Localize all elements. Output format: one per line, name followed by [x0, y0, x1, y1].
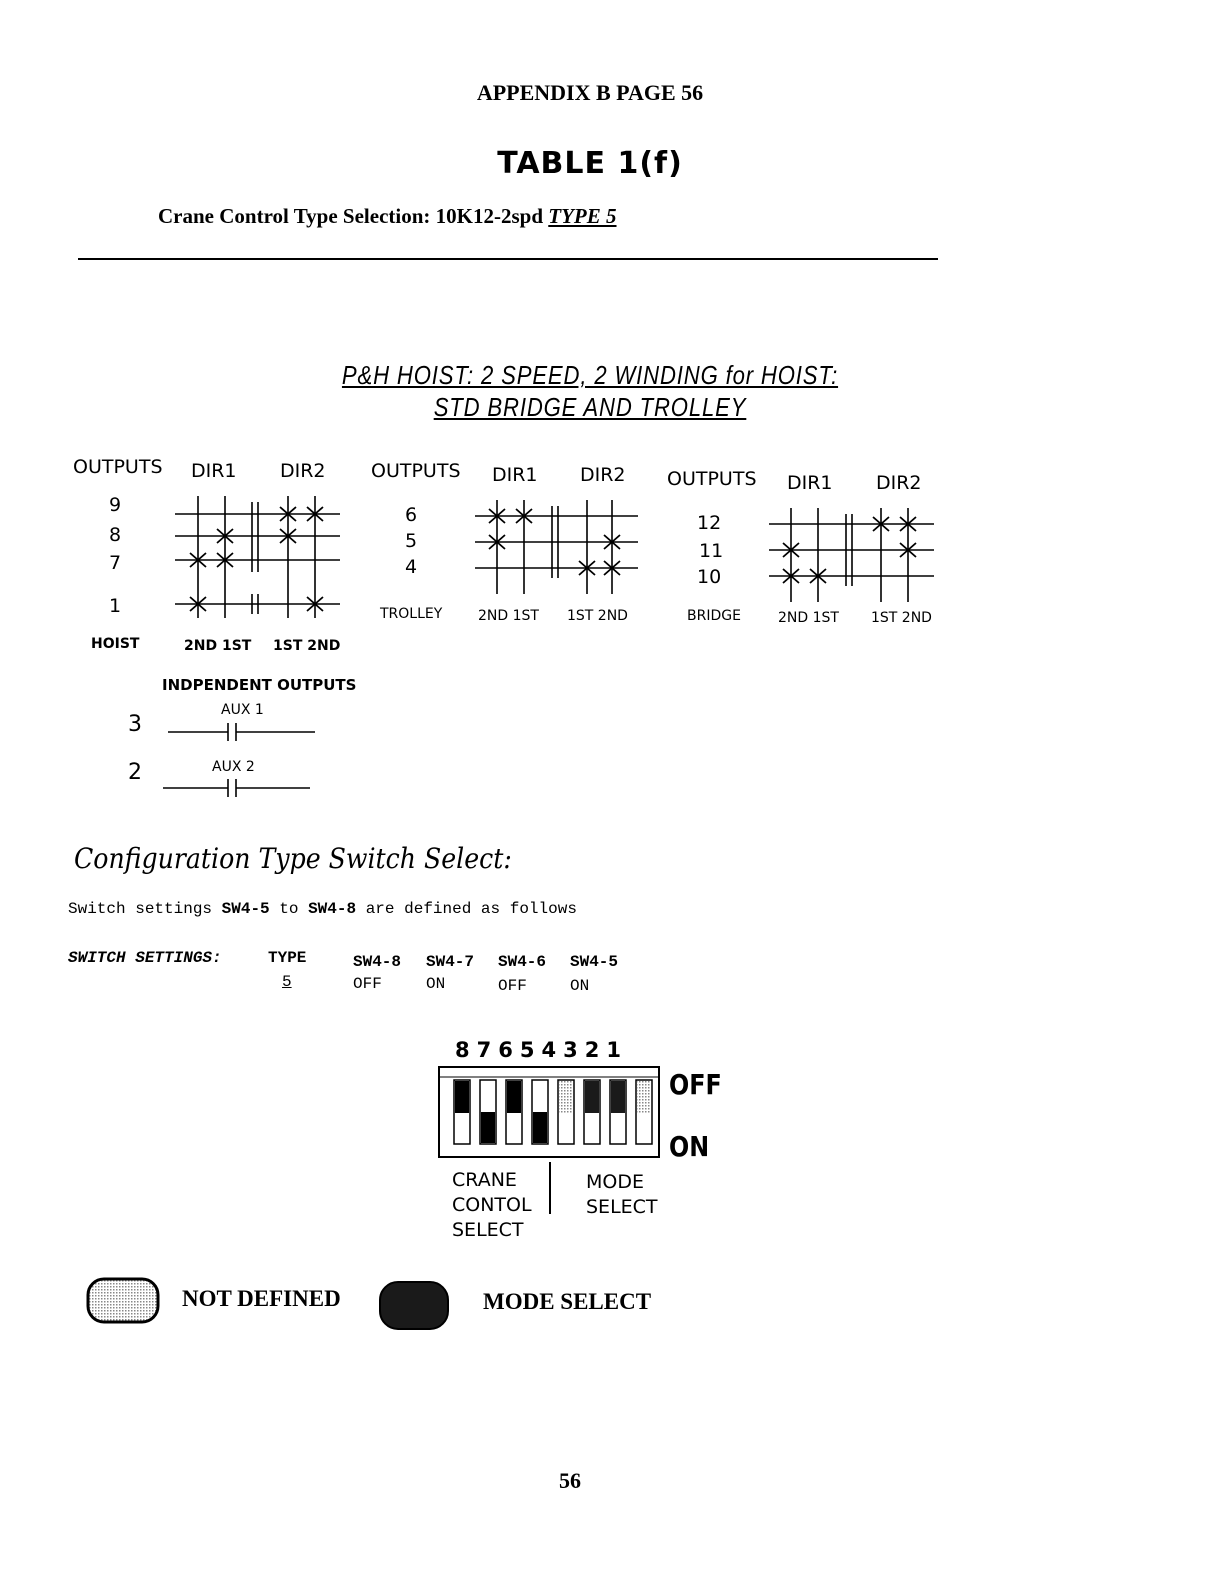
hoist-left-speeds: 2ND 1ST: [184, 638, 252, 654]
dip-switch-8: [454, 1080, 470, 1144]
dip-switch-7: [480, 1080, 496, 1144]
hoist-dir2-label: DIR2: [280, 460, 326, 482]
aux-contacts-diagram: [160, 720, 320, 800]
bridge-outputs-label: OUTPUTS: [667, 468, 757, 490]
config-intro-post: are defined as follows: [365, 900, 577, 918]
hoist-ladder-diagram: [170, 486, 350, 626]
dip-switch-3: [584, 1080, 600, 1144]
trolley-ladder-diagram: [472, 496, 652, 606]
dip-number: 7: [476, 1038, 499, 1062]
diagram-title-line1: P&H HOIST: 2 SPEED, 2 WINDING for HOIST:: [341, 360, 839, 390]
bridge-ladder-diagram: [766, 504, 946, 614]
config-intro-to: to: [279, 900, 299, 918]
bridge-dir1-label: DIR1: [787, 472, 833, 494]
sw-value: OFF: [353, 975, 382, 993]
hoist-name: HOIST: [91, 636, 140, 652]
appendix-heading: APPENDIX B PAGE 56: [476, 80, 704, 105]
hoist-output-row: 9: [109, 494, 122, 516]
mode-label-line: MODE: [586, 1171, 644, 1193]
dip-number: 4: [541, 1038, 564, 1062]
not-defined-swatch: [86, 1277, 162, 1325]
trolley-outputs-label: OUTPUTS: [371, 460, 461, 482]
hoist-outputs-label: OUTPUTS: [73, 456, 163, 478]
sw-column-header: SW4-6: [498, 953, 547, 971]
dip-number: 2: [584, 1038, 607, 1062]
trolley-output-row: 4: [405, 556, 418, 578]
hoist-dir1-label: DIR1: [191, 460, 237, 482]
aux1-output-number: 3: [128, 712, 142, 737]
hoist-output-row: 7: [109, 552, 122, 574]
dip-number: 3: [563, 1038, 585, 1062]
crane-label-line: CONTOL: [452, 1194, 532, 1216]
dip-number: 8: [455, 1038, 477, 1062]
trolley-left-speeds: 2ND 1ST: [478, 608, 539, 624]
trolley-dir1-label: DIR1: [492, 464, 538, 486]
sw-column-header: SW4-8: [353, 953, 402, 971]
sw-value: ON: [570, 977, 590, 995]
header-rule: [78, 258, 938, 260]
config-intro-sw-b: SW4-8: [308, 900, 357, 918]
sw-column-header: SW4-7: [426, 953, 475, 971]
config-intro-sw-a: SW4-5: [221, 900, 270, 918]
bridge-left-speeds: 2ND 1ST: [778, 610, 839, 626]
dip-switch-5: [532, 1080, 548, 1144]
bridge-output-row: 11: [699, 540, 724, 562]
table-subtitle: [158, 204, 617, 229]
hoist-output-row: 8: [109, 524, 122, 546]
trolley-right-speeds: 1ST 2ND: [567, 608, 628, 624]
hoist-output-row: 1: [109, 595, 122, 617]
mode-select-swatch: [378, 1280, 452, 1332]
dip-off-label: OFF: [669, 1068, 722, 1101]
aux2-label: AUX 2: [212, 759, 255, 775]
dip-number: 1: [606, 1038, 628, 1062]
dip-switch-diagram: [438, 1066, 668, 1161]
mode-label-line: SELECT: [586, 1196, 658, 1218]
dip-switch-2: [610, 1080, 626, 1144]
dip-number: 5: [519, 1038, 542, 1062]
config-intro-pre: Switch settings: [68, 900, 213, 918]
dip-on-label: ON: [669, 1130, 710, 1163]
bridge-output-row: 12: [697, 512, 722, 534]
subtitle-type: TYPE 5: [548, 204, 617, 228]
bridge-output-row: 10: [697, 566, 722, 588]
sw-value: OFF: [498, 977, 527, 995]
trolley-output-row: 6: [405, 504, 418, 526]
crane-control-select-label: [452, 1168, 532, 1243]
switch-settings-label: SWITCH SETTINGS:: [68, 949, 222, 967]
bridge-dir2-label: DIR2: [876, 472, 922, 494]
dip-switch-1: [636, 1080, 652, 1144]
config-intro: [68, 900, 577, 918]
sw-value: ON: [426, 975, 446, 993]
aux2-output-number: 2: [128, 760, 142, 785]
dip-group-divider: [549, 1162, 551, 1214]
mode-select-label: [586, 1170, 658, 1220]
page-number: 56: [559, 1468, 581, 1493]
type-column-header: TYPE: [268, 949, 307, 967]
config-title: Configuration Type Switch Select:: [74, 842, 512, 875]
dip-number: 6: [498, 1038, 520, 1062]
hoist-right-speeds: 1ST 2ND: [273, 638, 341, 654]
bridge-right-speeds: 1ST 2ND: [871, 610, 932, 626]
subtitle-prefix: Crane Control Type Selection: 10K12-2spd: [158, 204, 544, 228]
bridge-name: BRIDGE: [687, 608, 741, 624]
table-title: TABLE 1(f): [497, 146, 683, 181]
diagram-title-line2: STD BRIDGE AND TROLLEY: [433, 392, 747, 422]
crane-label-line: SELECT: [452, 1219, 524, 1241]
dip-switch-4: [558, 1080, 574, 1144]
type-value: 5: [282, 973, 292, 991]
trolley-output-row: 5: [405, 530, 418, 552]
aux1-label: AUX 1: [221, 702, 264, 718]
sw-column-header: SW4-5: [570, 953, 619, 971]
trolley-name: TROLLEY: [380, 606, 443, 622]
legend-not-defined: NOT DEFINED: [182, 1286, 341, 1311]
dip-switch-numbers: [455, 1038, 628, 1062]
independent-outputs-title: INDPENDENT OUTPUTS: [162, 676, 357, 694]
crane-label-line: CRANE: [452, 1169, 517, 1191]
legend-mode-select: MODE SELECT: [483, 1289, 652, 1314]
dip-switch-6: [506, 1080, 522, 1144]
trolley-dir2-label: DIR2: [580, 464, 626, 486]
